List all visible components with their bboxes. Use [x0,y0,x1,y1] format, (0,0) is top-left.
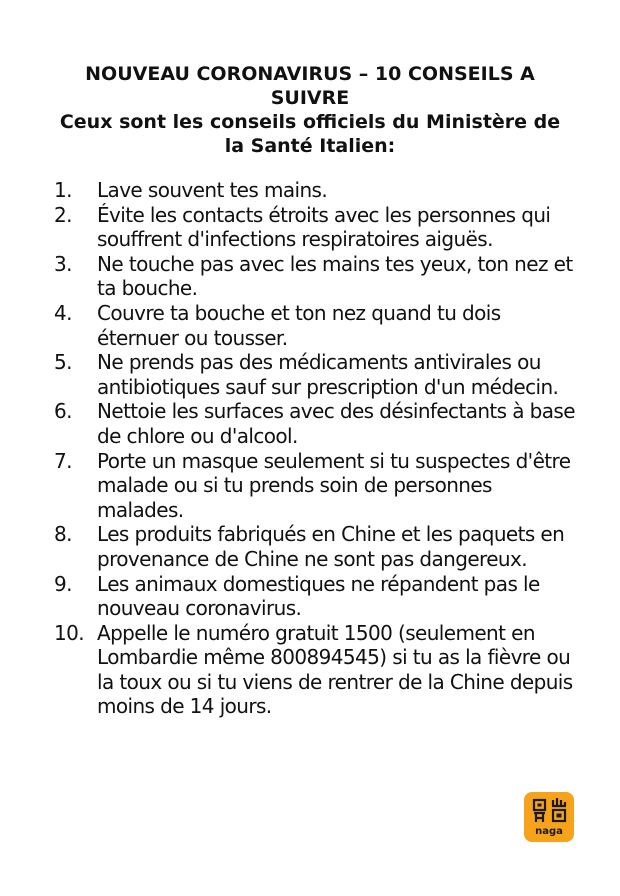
tip-number: 7. [54,448,72,473]
tip-item-2 [54,203,584,252]
tip-item-9 [54,572,584,621]
page-title-line-1: NOUVEAU CORONAVIRUS – 10 CONSEILS A [85,63,535,85]
tip-text: Couvre ta bouche et ton nez quand tu dois éternuer ou tousser. [97,300,501,350]
tip-number: 3. [54,251,72,276]
tip-text: Ne touche pas avec les mains tes yeux, ton nez et ta bouche. [97,251,573,301]
tip-number: 1. [54,178,72,202]
tip-number: 5. [54,350,72,375]
tip-text: Lave souvent tes mains. [97,178,328,202]
tip-number: 6. [54,399,72,424]
page-header [40,62,580,158]
tip-text: Les produits fabriqués en Chine et les paquets en provenance de Chine ne sont pas dangereux. [97,522,565,571]
page-subtitle-line-2: la Santé Italien: [224,135,396,157]
tip-item-4 [54,301,584,350]
tip-item-10 [54,621,584,719]
naga-logo-text: naga [535,826,563,837]
tip-number: 8. [54,522,72,547]
tip-item-5 [54,350,584,399]
page-title-line-2: SUIVRE [270,87,350,109]
tips-list [54,178,584,719]
page-subtitle-line-1: Ceux sont les conseils officiels du Ministère de [59,111,561,133]
tip-item-7 [54,449,584,523]
tip-text: Appelle le numéro gratuit 1500 (seulement en Lombardie même 800894545) si tu as la fièvre ou la toux ou si tu viens de rentrer de la Chine depuis moins de 14 jours. [97,620,573,719]
tip-number: 4. [54,300,72,325]
tip-text: Nettoie les surfaces avec des désinfectants à base de chlore ou d'alcool. [97,399,575,448]
tip-item-6 [54,399,584,448]
tip-item-3 [54,252,584,301]
tip-item-8 [54,522,584,571]
tip-number: 10. [54,620,85,645]
tip-text: Ne prends pas des médicaments antivirales ou antibiotiques sauf sur prescription d'un médecin. [97,350,559,399]
tip-text: Porte un masque seulement si tu suspectes d'être malade ou si tu prends soin de personnes malades. [97,448,571,522]
tip-number: 2. [54,202,72,227]
tip-text: Les animaux domestiques ne répandent pas le nouveau coronavirus. [97,571,540,621]
tip-item-1 [54,178,584,203]
tip-number: 9. [54,571,72,596]
tip-text: Évite les contacts étroits avec les personnes qui souffrent d'infections respiratoires aiguës. [97,202,551,252]
naga-logo [524,792,574,842]
